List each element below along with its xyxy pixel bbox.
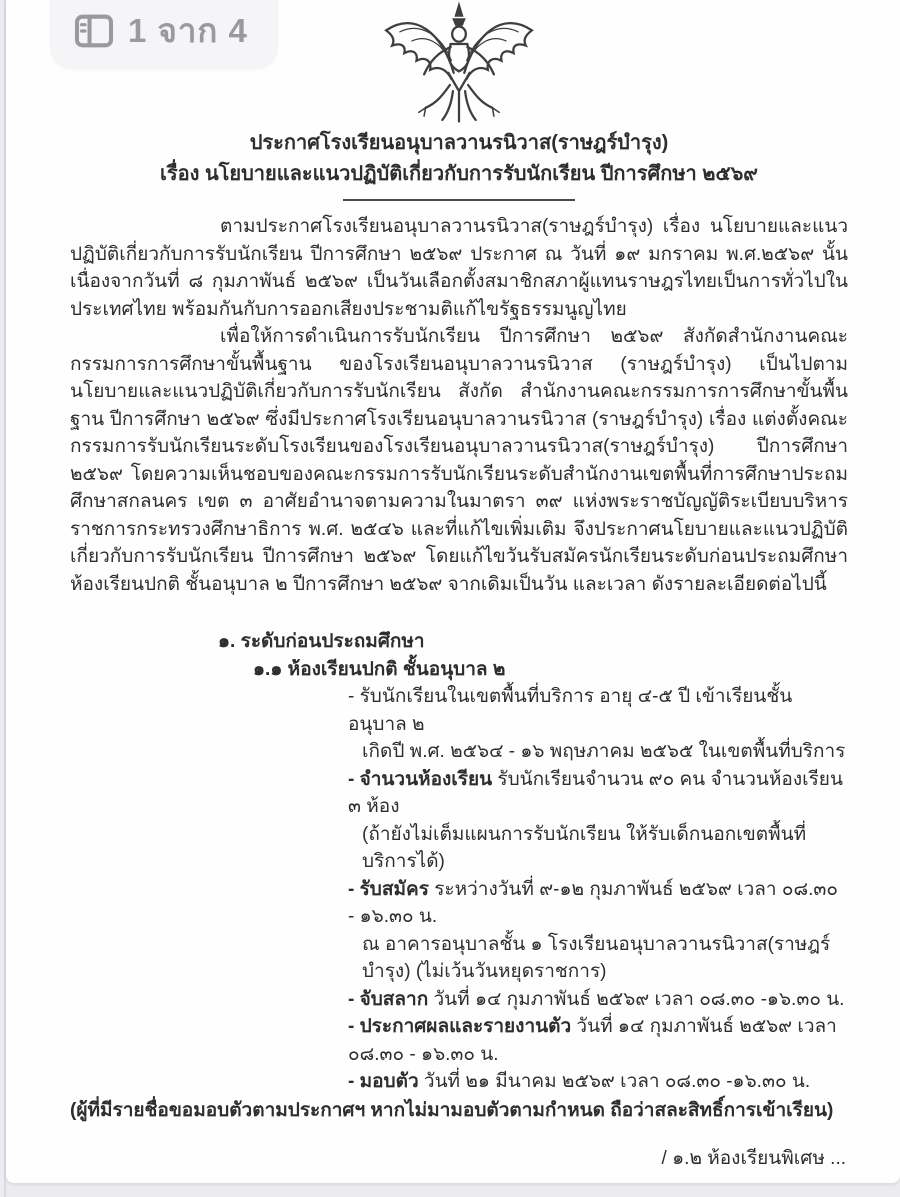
list-item-announcement	[348, 1013, 848, 1068]
paragraph-2: เพื่อให้การดำเนินการรับนักเรียน ปีการศึกษา ๒๕๖๙ สังกัดสำนักงานคณะกรรมการการศึกษาขั้นพื้นฐาน ของโรงเรียนอนุบาลวานรนิวาส (ราษฎร์บำรุง) เป็นไปตามนโยบายและแนวปฏิบัติเกี่ยวกับการรับนักเรียน สังกัด สำนักงานคณะกรรมการการศึกษาขั้นพื้นฐาน ปีการศึกษา ๒๕๖๙ ซึ่งมีประกาศโรงเรียนอนุบาลวานรนิวาส (ราษฎร์บำรุง) เรื่อง แต่งตั้งคณะกรรมการรับนักเรียนระดับโรงเรียนของโรงเรียนอนุบาลวานรนิวาส(ราษฎร์บำรุง) ปีการศึกษา ๒๕๖๙ โดยความเห็นชอบของคณะกรรมการรับนักเรียนระดับสำนักงานเขตพื้นที่การศึกษาประถมศึกษาสกลนคร เขต ๓ อาศัยอำนาจตามความในมาตรา ๓๙ แห่งพระราชบัญญัติระเบียบบริหารราชการกระทรวงศึกษาธิการ พ.ศ. ๒๕๔๖ และที่แก้ไขเพิ่มเติม จึงประกาศนโยบายและแนวปฏิบัติเกี่ยวกับการรับนักเรียน ปีการศึกษา ๒๕๖๙ โดยแก้ไขวันรับสมัครนักเรียนระดับก่อนประถมศึกษา ห้องเรียนปกติ ชั้นอนุบาล ๒ ปีการศึกษา ๒๕๖๙ จากเดิมเป็นวัน และเวลา ดังรายละเอียดต่อไปนี้	[70, 326, 848, 595]
list-item-lottery	[348, 986, 848, 1014]
document-body	[6, 0, 900, 1173]
item-lead: - มอบตัว	[348, 1071, 419, 1092]
item-text: วันที่ ๑๔ กุมภาพันธ์ ๒๕๖๙ เวลา ๐๘.๓๐ - ๑๖.๓๐ น.	[348, 1016, 837, 1065]
section-1-heading: ๑. ระดับก่อนประถมศึกษา	[218, 631, 425, 652]
document-page	[6, 0, 900, 1183]
item-lead: - ประกาศผลและรายงานตัว	[348, 1016, 572, 1037]
item-continuation: ณ อาคารอนุบาลชั้น ๑ โรงเรียนอนุบาลวานรนิวาส(ราษฎร์บำรุง) (ไม่เว้นวันหยุดราชการ)	[362, 933, 831, 982]
item-text: วันที่ ๑๔ กุมภาพันธ์ ๒๕๖๙ เวลา ๐๘.๓๐ -๑๖.๓๐ น.	[428, 988, 845, 1010]
document-title-line1: ประกาศโรงเรียนอนุบาลวานรนิวาส(ราษฎร์บำรุง)	[249, 132, 669, 154]
list-item-service-area	[348, 683, 848, 766]
forfeit-note: (ผู้ที่มีรายชื่อขอมอบตัวตามประกาศฯ หากไม่มามอบตัวตามกำหนด ถือว่าสละสิทธิ์การเข้าเรียน)	[70, 1099, 834, 1121]
list-item-classroom-count	[348, 766, 848, 876]
item-lead: - รับสมัคร	[348, 878, 429, 900]
item-text: รับนักเรียนจำนวน ๙๐ คน จำนวนห้องเรียน ๓ ห้อง	[348, 768, 843, 817]
item-text: - รับนักเรียนในเขตพื้นที่บริการ อายุ ๔-๕ ปี เข้าเรียนชั้นอนุบาล ๒	[348, 686, 793, 735]
item-lead: - จับสลาก	[348, 988, 429, 1010]
list-item-enrollment	[348, 1068, 848, 1096]
section-1-1-heading: ๑.๑ ห้องเรียนปกติ ชั้นอนุบาล ๒	[253, 658, 506, 680]
item-continuation: เกิดปี พ.ศ. ๒๕๖๔ - ๑๖ พฤษภาคม ๒๕๖๕ ในเขตพื้นที่บริการ	[362, 741, 846, 762]
item-continuation: (ถ้ายังไม่เต็มแผนการรับนักเรียน ให้รับเด็กนอกเขตพื้นที่บริการได้)	[362, 823, 807, 872]
continuation-footer: / ๑.๒ ห้องเรียนพิเศษ ...	[661, 1148, 846, 1169]
title-divider	[343, 199, 575, 201]
list-item-application	[348, 876, 848, 986]
page-indicator-label: 1 จาก 4	[128, 12, 248, 49]
document-title-line2: เรื่อง นโยบายและแนวปฏิบัติเกี่ยวกับการรับนักเรียน ปีการศึกษา ๒๕๖๙	[160, 163, 758, 185]
paragraph-1: ตามประกาศโรงเรียนอนุบาลวานรนิวาส(ราษฎร์บำรุง) เรื่อง นโยบายและแนวปฏิบัติเกี่ยวกับการรับนักเรียน ปีการศึกษา ๒๕๖๙ ประกาศ ณ วันที่ ๑๙ มกราคม พ.ศ.๒๕๖๙ นั้น เนื่องจากวันที่ ๘ กุมภาพันธ์ ๒๕๖๙ เป็นวันเลือกตั้งสมาชิกสภาผู้แทนราษฎรไทยเป็นการทั่วไปในประเทศไทย พร้อมกันกับการออกเสียงประชามติแก้ไขรัฐธรรมนูญไทย	[70, 216, 848, 320]
item-text: วันที่ ๒๑ มีนาคม ๒๕๖๙ เวลา ๐๘.๓๐ -๑๖.๓๐ น.	[418, 1071, 811, 1092]
page-indicator-badge[interactable]	[50, 0, 278, 69]
item-text: ระหว่างวันที่ ๙-๑๒ กุมภาพันธ์ ๒๕๖๙ เวลา ๐๘.๓๐ - ๑๖.๓๐ น.	[348, 878, 838, 927]
item-lead: - จำนวนห้องเรียน	[348, 768, 493, 790]
pages-icon	[74, 14, 114, 48]
